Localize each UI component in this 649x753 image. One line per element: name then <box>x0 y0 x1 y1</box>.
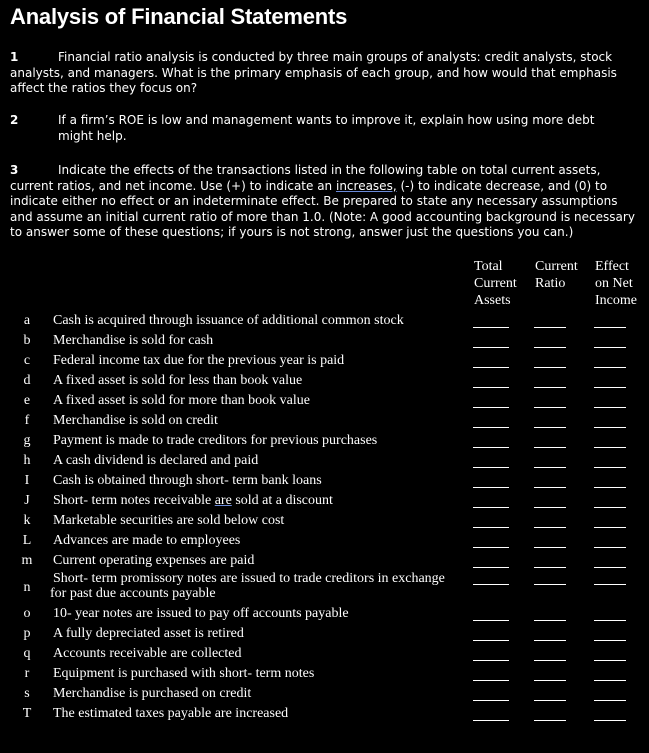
row-description-underlined: are <box>214 493 232 508</box>
row-letter: c <box>23 353 31 368</box>
row-letter: L <box>22 533 32 548</box>
answer-blank-net-income[interactable] <box>594 547 626 548</box>
row-description-part: Short- term notes receivable <box>53 493 215 508</box>
question-3-text-b: (-) to indicate decrease, and (0) to indicate either no effect or an indeterminate effect. Be prepared to state any necessary assumptions and assume an initial current ratio of more than 1.0. (Note: A good accounting background is necessary to answer some of these questions; if yours is not strong, answer just the questions you can.) <box>10 178 635 239</box>
row-description-part: sold at a discount <box>231 493 333 508</box>
question-3 <box>10 163 635 241</box>
table-row <box>0 533 649 553</box>
answer-blank-net-income[interactable] <box>594 527 626 528</box>
table-row <box>0 666 649 686</box>
table-row <box>0 313 649 333</box>
row-description: Federal income tax due for the previous year is paid <box>53 353 345 368</box>
answer-blank-total-current-assets[interactable] <box>473 507 509 508</box>
answer-blank-total-current-assets[interactable] <box>473 680 509 681</box>
row-letter: q <box>23 646 31 661</box>
table-row <box>0 493 649 513</box>
answer-blank-net-income[interactable] <box>594 680 626 681</box>
answer-blank-net-income[interactable] <box>594 660 626 661</box>
table-row <box>0 413 649 433</box>
row-description-line: Short- term promissory notes are issued to trade creditors in exchange <box>53 571 445 586</box>
answer-blank-total-current-assets[interactable] <box>473 640 509 641</box>
row-description: Advances are made to employees <box>53 533 241 548</box>
row-letter: I <box>24 473 30 488</box>
table-row <box>0 513 649 533</box>
row-description: Accounts receivable are collected <box>53 646 242 661</box>
table-row <box>0 626 649 646</box>
header-line: Ratio <box>535 276 566 291</box>
question-3-text-a: Indicate the effects of the transactions listed in the following table on total current assets, current ratios, and net income. Use (+) to indicate an <box>10 163 601 193</box>
answer-blank-total-current-assets[interactable] <box>473 427 509 428</box>
answer-blank-total-current-assets[interactable] <box>473 367 509 368</box>
answer-blank-net-income[interactable] <box>594 427 626 428</box>
answer-blank-net-income[interactable] <box>594 640 626 641</box>
answer-blank-net-income[interactable] <box>594 367 626 368</box>
row-letter: b <box>23 333 31 348</box>
table-row <box>0 686 649 706</box>
row-letter: h <box>23 453 31 468</box>
row-letter: k <box>23 513 31 528</box>
answer-blank-net-income[interactable] <box>594 507 626 508</box>
row-description <box>53 493 333 509</box>
row-letter: T <box>22 706 32 721</box>
table-row <box>0 571 649 605</box>
table-row <box>0 453 649 473</box>
answer-blank-net-income[interactable] <box>594 347 626 348</box>
answer-blank-net-income[interactable] <box>594 567 626 568</box>
answer-blank-total-current-assets[interactable] <box>473 720 509 721</box>
question-1 <box>10 50 635 97</box>
table-row <box>0 373 649 393</box>
row-description: Payment is made to trade creditors for previous purchases <box>53 433 378 448</box>
row-letter: p <box>23 626 31 641</box>
table-row <box>0 393 649 413</box>
table-row <box>0 353 649 373</box>
answer-blank-total-current-assets[interactable] <box>473 407 509 408</box>
answer-blank-total-current-assets[interactable] <box>473 567 509 568</box>
answer-blank-current-ratio[interactable] <box>534 567 566 568</box>
row-letter: n <box>23 580 31 595</box>
answer-blank-total-current-assets[interactable] <box>473 547 509 548</box>
question-3-number: 3 <box>10 163 19 177</box>
answer-blank-current-ratio[interactable] <box>534 347 566 348</box>
row-description: Marketable securities are sold below cost <box>53 513 285 528</box>
answer-blank-total-current-assets[interactable] <box>473 347 509 348</box>
row-letter: f <box>24 413 30 428</box>
row-description: A cash dividend is declared and paid <box>53 453 259 468</box>
table-row <box>0 333 649 353</box>
answer-blank-net-income[interactable] <box>594 407 626 408</box>
question-2-number: 2 <box>10 113 19 127</box>
answer-blank-current-ratio[interactable] <box>534 700 566 701</box>
answer-blank-current-ratio[interactable] <box>534 527 566 528</box>
header-line: Effect <box>595 259 629 274</box>
question-3-underlined: increases, <box>335 178 397 193</box>
row-description: A fixed asset is sold for less than book value <box>53 373 303 388</box>
row-description: A fully depreciated asset is retired <box>53 626 244 641</box>
question-1-number: 1 <box>10 50 19 64</box>
answer-blank-total-current-assets[interactable] <box>473 487 509 488</box>
answer-blank-total-current-assets[interactable] <box>473 387 509 388</box>
row-letter: s <box>24 686 30 701</box>
answer-blank-current-ratio[interactable] <box>534 447 566 448</box>
header-line: Current <box>474 276 517 291</box>
answer-blank-net-income[interactable] <box>594 327 626 328</box>
header-line: on Net <box>595 276 633 291</box>
answer-blank-current-ratio[interactable] <box>534 387 566 388</box>
answer-blank-current-ratio[interactable] <box>534 620 566 621</box>
answer-blank-net-income[interactable] <box>594 487 626 488</box>
question-2-text: If a firm’s ROE is low and management wants to improve it, explain how using more debt might help. <box>58 113 595 143</box>
header-effect-net-income <box>595 258 637 309</box>
row-description: Merchandise is purchased on credit <box>53 686 252 701</box>
header-line: Current <box>535 259 578 274</box>
answer-blank-current-ratio[interactable] <box>534 680 566 681</box>
answer-blank-total-current-assets[interactable] <box>473 660 509 661</box>
row-description: A fixed asset is sold for more than book value <box>53 393 311 408</box>
answer-blank-total-current-assets[interactable] <box>473 327 509 328</box>
table-row <box>0 606 649 626</box>
row-description-line: for past due accounts payable <box>50 586 216 601</box>
table-row <box>0 646 649 666</box>
header-line: Income <box>595 293 637 308</box>
answer-blank-current-ratio[interactable] <box>534 660 566 661</box>
answer-blank-current-ratio[interactable] <box>534 507 566 508</box>
answer-blank-net-income[interactable] <box>594 387 626 388</box>
answer-blank-current-ratio[interactable] <box>534 467 566 468</box>
row-letter: o <box>23 606 31 621</box>
answer-blank-total-current-assets[interactable] <box>473 447 509 448</box>
table-row <box>0 473 649 493</box>
answer-blank-current-ratio[interactable] <box>534 720 566 721</box>
question-2 <box>10 113 635 145</box>
row-letter: m <box>21 553 33 568</box>
answer-blank-total-current-assets[interactable] <box>473 620 509 621</box>
row-description: Cash is obtained through short- term bank loans <box>53 473 322 488</box>
row-description: 10- year notes are issued to pay off accounts payable <box>53 606 349 621</box>
row-description: Current operating expenses are paid <box>53 553 255 568</box>
answer-blank-net-income[interactable] <box>594 620 626 621</box>
answer-blank-current-ratio[interactable] <box>534 367 566 368</box>
answer-blank-net-income[interactable] <box>594 720 626 721</box>
answer-blank-current-ratio[interactable] <box>534 407 566 408</box>
answer-blank-net-income[interactable] <box>594 447 626 448</box>
header-line: Assets <box>474 293 511 308</box>
page-title: Analysis of Financial Statements <box>10 4 348 29</box>
row-description: The estimated taxes payable are increased <box>53 706 289 721</box>
answer-blank-total-current-assets[interactable] <box>473 700 509 701</box>
row-letter: J <box>24 493 30 508</box>
answer-blank-net-income[interactable] <box>594 467 626 468</box>
answer-blank-net-income[interactable] <box>594 700 626 701</box>
header-line: Total <box>474 259 503 274</box>
answer-blank-current-ratio[interactable] <box>534 547 566 548</box>
answer-blank-total-current-assets[interactable] <box>473 527 509 528</box>
header-current-ratio <box>535 258 578 292</box>
table-row <box>0 433 649 453</box>
row-letter: a <box>23 313 31 328</box>
answer-blank-current-ratio[interactable] <box>534 427 566 428</box>
answer-blank-total-current-assets[interactable] <box>473 584 509 585</box>
answer-blank-current-ratio[interactable] <box>534 640 566 641</box>
row-description: Merchandise is sold on credit <box>53 413 218 428</box>
row-letter: e <box>23 393 31 408</box>
row-letter: g <box>23 433 31 448</box>
answer-blank-net-income[interactable] <box>594 584 626 585</box>
table-row <box>0 553 649 573</box>
row-description: Equipment is purchased with short- term notes <box>53 666 315 681</box>
table-row <box>0 706 649 726</box>
row-letter: r <box>24 666 30 681</box>
row-letter: d <box>23 373 31 388</box>
answer-blank-total-current-assets[interactable] <box>473 467 509 468</box>
answer-blank-current-ratio[interactable] <box>534 487 566 488</box>
answer-blank-current-ratio[interactable] <box>534 327 566 328</box>
row-description: Cash is acquired through issuance of additional common stock <box>53 313 404 328</box>
header-total-current-assets <box>474 258 517 309</box>
row-description <box>50 571 445 601</box>
answer-blank-current-ratio[interactable] <box>534 584 566 585</box>
row-description: Merchandise is sold for cash <box>53 333 214 348</box>
question-1-text: Financial ratio analysis is conducted by three main groups of analysts: credit analysts, stock analysts, and managers. What is the primary emphasis of each group, and how would that emphasis affect the ratios they focus on? <box>10 50 617 95</box>
